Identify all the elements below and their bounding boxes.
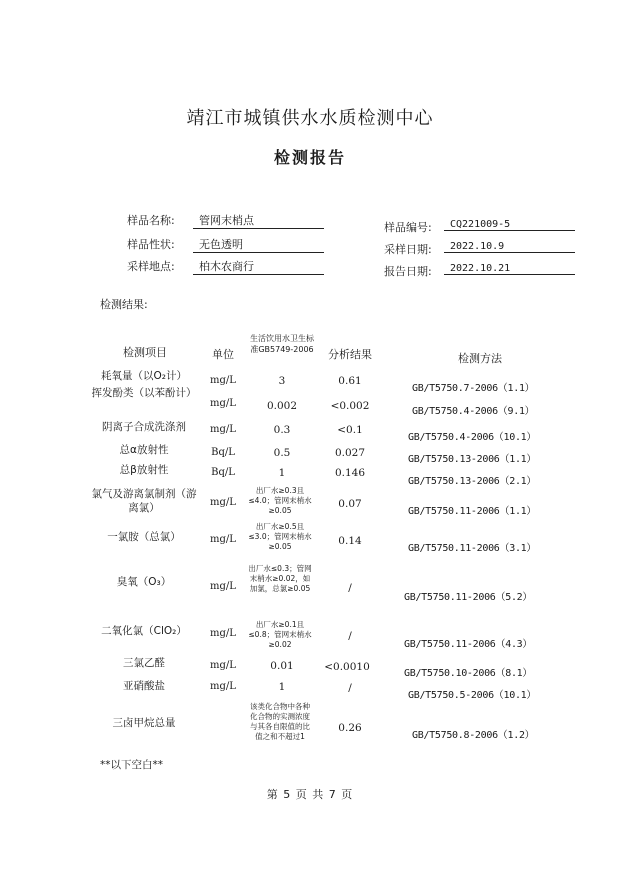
table-row-unit: mg/L [210,628,236,639]
table-row-item: 总β放射性 [119,464,169,476]
table-row-item: 三卤甲烷总量 [112,717,176,729]
table-row-method: GB/T5750.11-2006（5.2） [404,592,533,603]
table-row-standard: 0.01 [270,660,294,672]
report-date-label: 报告日期: [384,265,432,278]
table-row-method: GB/T5750.11-2006（4.3） [404,639,533,650]
table-row-item: 臭氧（O₃） [116,576,172,588]
table-row-unit: Bq/L [211,447,235,458]
sampling-site-label: 采样地点: [127,260,175,273]
table-row-item: 总α放射性 [119,444,169,456]
table-row-method: GB/T5750.10-2006（8.1） [404,668,533,679]
table-row-result: 0.26 [338,722,362,734]
table-row-method: GB/T5750.5-2006（10.1） [408,690,537,701]
table-row-standard: 3 [278,375,286,387]
table-row-standard: 1 [278,467,286,479]
sample-name-label: 样品名称: [127,214,175,227]
table-row-method: GB/T5750.4-2006（9.1） [412,406,535,417]
table-row-standard: 出厂水≥0.1且≤0.8；管网末梢水≥0.02 [248,620,312,649]
table-row-result: / [348,630,352,642]
table-row-method: GB/T5750.4-2006（10.1） [408,432,537,443]
header-method: 检测方法 [458,352,502,365]
table-row-unit: mg/L [210,534,236,545]
table-row-result: / [348,682,352,694]
table-row-standard: 0.3 [273,424,291,436]
table-row-result: 0.027 [334,447,366,459]
sample-no-label: 样品编号: [384,221,432,234]
table-row-result: / [348,582,352,594]
sampling-site-value: 柏木农商行 [193,258,324,275]
table-row-item: 挥发酚类（以苯酚计） [91,387,197,399]
sampling-date-value: 2022.10.9 [444,241,575,253]
table-row-item: 二氧化氯（ClO₂） [101,625,187,637]
table-row-method: GB/T5750.8-2006（1.2） [412,730,535,741]
table-row-unit: Bq/L [211,467,235,478]
table-row-result: 0.14 [338,535,362,547]
header-standard: 生活饮用水卫生标准GB5749-2006 [250,334,314,354]
table-row-standard: 出厂水≤0.3；管网末梢水≥0.02，如加氯，总氯≥0.05 [248,564,312,593]
table-row-item: 亚硝酸盐 [123,680,165,692]
document-title: 检测报告 [273,148,346,167]
table-row-item: 氯气及游离氯制剂（游离氯） [91,488,197,514]
table-row-method: GB/T5750.11-2006（1.1） [408,506,537,517]
blank-note: **以下空白** [100,759,163,771]
table-row-standard: 1 [278,681,286,693]
table-row-unit: mg/L [210,681,236,692]
table-row-standard: 出厂水≥0.3且≤4.0；管网末梢水≥0.05 [248,486,312,515]
sample-no-value: CQ221009-5 [444,219,575,231]
header-unit: 单位 [212,348,234,361]
table-row-result: <0.0010 [324,661,370,673]
organization-name: 靖江市城镇供水水质检测中心 [186,108,434,129]
header-result: 分析结果 [328,348,372,361]
sample-property-value: 无色透明 [193,236,324,253]
table-row-item: 一氯胺（总氯） [107,531,181,543]
table-row-result: 0.146 [334,467,366,479]
table-row-item: 耗氧量（以O₂计） [101,370,187,382]
sample-name-value: 管网末梢点 [193,212,324,229]
table-row-unit: mg/L [210,497,236,508]
table-row-result: 0.61 [338,375,362,387]
sampling-date-label: 采样日期: [384,243,432,256]
table-row-unit: mg/L [210,660,236,671]
table-row-result: <0.1 [337,424,363,436]
header-item: 检测项目 [123,346,167,359]
results-label: 检测结果: [100,298,148,311]
table-row-unit: mg/L [210,581,236,592]
table-row-item: 三氯乙醛 [123,657,165,669]
table-row-method: GB/T5750.11-2006（3.1） [408,543,537,554]
table-row-result: <0.002 [330,400,370,412]
table-row-item: 阴离子合成洗涤剂 [102,421,186,433]
table-row-method: GB/T5750.13-2006（2.1） [408,476,537,487]
table-row-result: 0.07 [338,498,362,510]
table-row-method: GB/T5750.13-2006（1.1） [408,454,537,465]
table-row-unit: mg/L [210,424,236,435]
table-row-standard: 0.5 [273,447,291,459]
table-row-method: GB/T5750.7-2006（1.1） [412,383,535,394]
table-row-standard: 该类化合物中各种化合物的实测浓度与其各自限值的比值之和不超过1 [250,702,310,741]
page-number: 第 5 页 共 7 页 [266,788,354,801]
table-row-unit: mg/L [210,398,236,409]
table-row-unit: mg/L [210,375,236,386]
table-row-standard: 出厂水≥0.5且≤3.0；管网末梢水≥0.05 [248,522,312,551]
table-row-standard: 0.002 [266,400,298,412]
report-date-value: 2022.10.21 [444,263,575,275]
sample-property-label: 样品性状: [127,238,175,251]
